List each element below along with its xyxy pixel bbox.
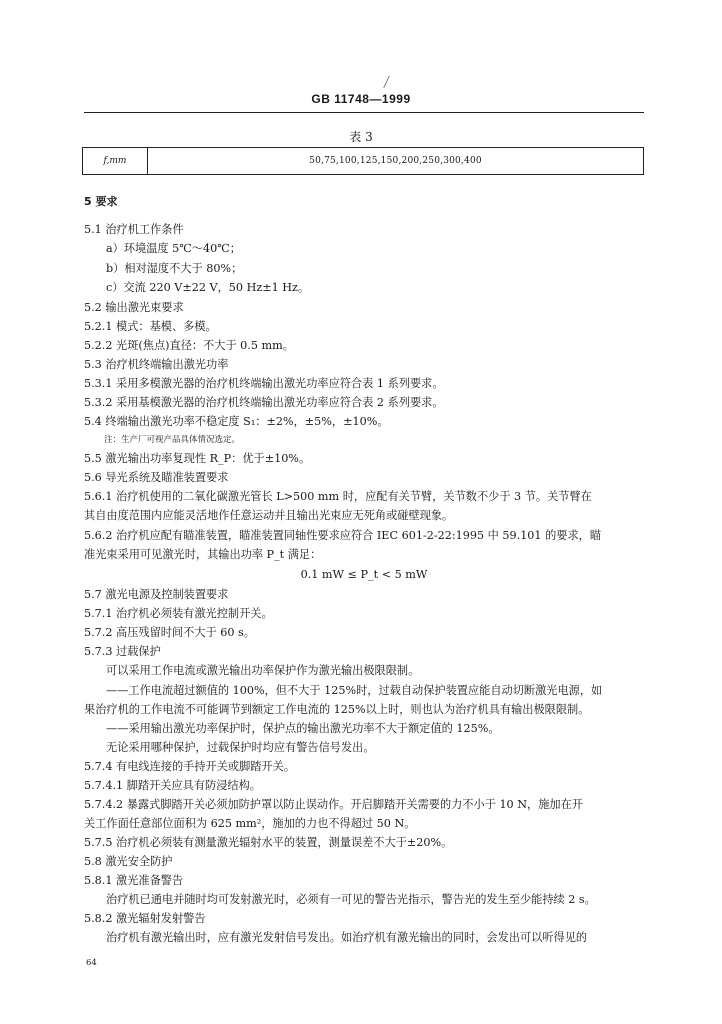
text-line: 5.8.1 激光准备警告: [84, 874, 184, 887]
text-line: 5.7.4 有电线连接的手持开关或脚踏开关。: [84, 760, 296, 773]
text-line: 5.2.1 模式：基模、多模。: [84, 320, 217, 333]
text-line: 其自由度范围内应能灵活地作任意运动并且输出光束应无死角或碰壁现象。: [84, 509, 454, 522]
text-line: 治疗机已通电并随时均可发射激光时，必须有一可见的警告光指示，警告光的发生至少能持续 2 s。: [106, 893, 596, 906]
text-line: 5.7.5 治疗机必须装有测量激光辐射水平的装置，测量误差不大于±20%。: [84, 836, 453, 849]
text-line: 5.7.2 高压残留时间不大于 60 s。: [84, 626, 255, 639]
text-line: 5.2.2 光斑(焦点)直径：不大于 0.5 mm。: [84, 339, 294, 352]
text-line: 0.1 mW ≤ P_t < 5 mW: [300, 568, 428, 581]
text-line: 关工作面任意部位面积为 625 mm²，施加的力也不得超过 50 N。: [84, 817, 416, 830]
scan-mark: [383, 76, 396, 88]
text-line: 5.3 治疗机终端输出激光功率: [84, 358, 229, 371]
text-line: 5.7.4.1 脚踏开关应具有防浸结构。: [84, 779, 261, 792]
page-number: 64: [86, 958, 97, 968]
text-line: 5.7.3 过载保护: [84, 645, 161, 658]
text-line: 5.3.1 采用多模激光器的治疗机终端输出激光功率应符合表 1 系列要求。: [84, 377, 444, 390]
text-line: 5.2 输出激光束要求: [84, 301, 184, 314]
text-line: 无论采用哪种保护，过载保护时均应有警告信号发出。: [106, 741, 375, 754]
text-line: 5.5 激光输出功率复现性 R_P：优于±10%。: [84, 452, 311, 465]
table-3-values-cell: 50,75,100,125,150,200,250,300,400: [309, 156, 482, 166]
text-line: 5.1 治疗机工作条件: [84, 223, 184, 236]
text-line: 5.6.2 治疗机应配有瞄准装置，瞄准装置同轴性要求应符合 IEC 601-2-22:1995 中 59.101 的要求，瞄: [84, 529, 602, 542]
table-caption: 表 3: [349, 130, 373, 144]
text-line: 5.6.1 治疗机使用的二氧化碳激光管长 L>500 mm 时，应配有关节臂，关节数不少于 3 节。关节臂在: [84, 490, 592, 503]
text-line: 5.8.2 激光辐射发射警告: [84, 912, 206, 925]
text-line: a）环境温度 5℃～40℃；: [106, 242, 241, 255]
header-rule: [84, 112, 644, 113]
text-line: 可以采用工作电流或激光输出功率保护作为激光输出极限限制。: [106, 664, 420, 677]
text-line: 注：生产厂可视产品具体情况选定。: [104, 435, 241, 445]
table-3: [82, 147, 644, 175]
text-line: 5 要求: [84, 195, 118, 208]
text-line: 准光束采用可见激光时，其输出功率 P_t 满足：: [84, 548, 322, 561]
text-line: 5.7 激光电源及控制装置要求: [84, 588, 229, 601]
text-line: 果治疗机的工作电流不可能调节到额定工作电流的 125%以上时，则也认为治疗机具有输出极限限制。: [84, 703, 590, 716]
text-line: b）相对湿度不大于 80%；: [106, 262, 243, 275]
text-line: 5.7.4.2 暴露式脚踏开关必须加防护罩以防止误动作。开启脚踏开关需要的力不小于 10 N，施加在开: [84, 798, 583, 811]
text-line: ——工作电流超过额值的 100%，但不大于 125%时，过载自动保护装置应能自动切断激光电源，如: [106, 684, 603, 697]
text-line: 5.3.2 采用基模激光器的治疗机终端输出激光功率应符合表 2 系列要求。: [84, 396, 444, 409]
table-3-header-cell: f,mm: [83, 148, 148, 174]
text-line: ——采用输出激光功率保护时，保护点的输出激光功率不大于额定值的 125%。: [106, 722, 500, 735]
text-line: 5.6 导光系统及瞄准装置要求: [84, 471, 229, 484]
text-line: c）交流 220 V±22 V，50 Hz±1 Hz。: [106, 281, 310, 294]
text-line: 5.7.1 治疗机必须装有激光控制开关。: [84, 607, 273, 620]
text-line: 治疗机有激光输出时，应有激光发射信号发出。如治疗机有激光输出的同时，会发出可以听得见的: [106, 931, 588, 944]
text-line: 5.8 激光安全防护: [84, 855, 173, 868]
standard-number: GB 11748—1999: [311, 92, 411, 106]
text-line: 5.4 终端输出激光功率不稳定度 S₁：±2%，±5%，±10%。: [84, 415, 389, 428]
